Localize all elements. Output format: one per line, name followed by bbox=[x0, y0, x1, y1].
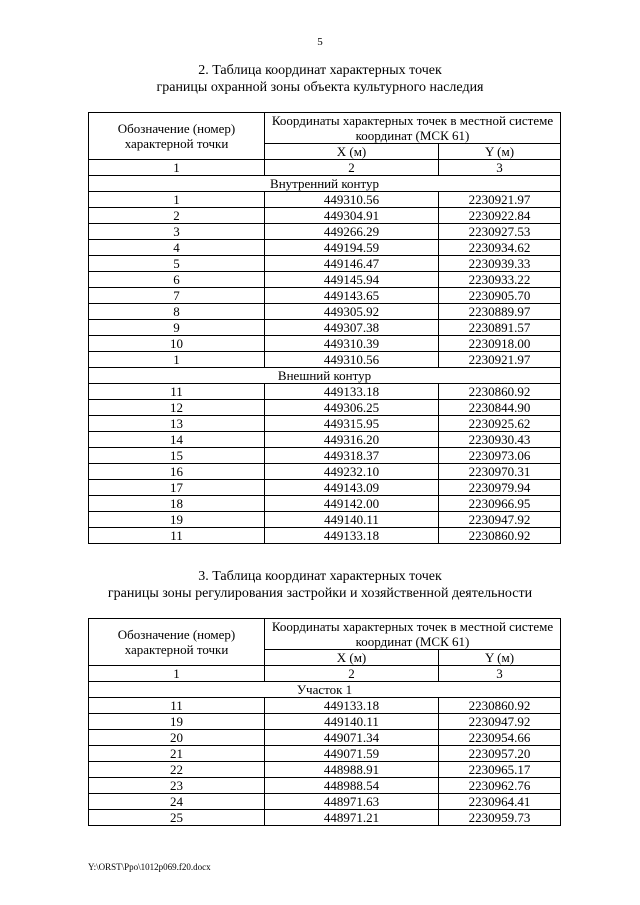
x-coordinate-cell: 449310.56 bbox=[265, 352, 439, 368]
table3-body bbox=[89, 619, 561, 826]
x-coordinate-cell: 449133.18 bbox=[265, 698, 439, 714]
table-row bbox=[89, 320, 561, 336]
y-coordinate-cell: 2230970.31 bbox=[439, 464, 561, 480]
x-coordinate-cell: 449145.94 bbox=[265, 272, 439, 288]
section-title: Внешний контур bbox=[89, 368, 561, 384]
x-coordinate-cell: 449133.18 bbox=[265, 384, 439, 400]
table2-header-x: X (м) bbox=[265, 144, 439, 160]
table2-section-row bbox=[89, 176, 561, 192]
x-coordinate-cell: 448988.54 bbox=[265, 778, 439, 794]
table2-header-y: Y (м) bbox=[439, 144, 561, 160]
x-coordinate-cell: 449310.39 bbox=[265, 336, 439, 352]
table3-header-row bbox=[89, 619, 561, 650]
table2-colnum-1: 1 bbox=[89, 160, 265, 176]
y-coordinate-cell: 2230927.53 bbox=[439, 224, 561, 240]
table3-title-line2: границы зоны регулирования застройки и хозяйственной деятельности bbox=[107, 586, 533, 601]
point-number-cell: 22 bbox=[89, 762, 265, 778]
y-coordinate-cell: 2230933.22 bbox=[439, 272, 561, 288]
table-row bbox=[89, 528, 561, 544]
y-coordinate-cell: 2230891.57 bbox=[439, 320, 561, 336]
table-row bbox=[89, 746, 561, 762]
x-coordinate-cell: 449310.56 bbox=[265, 192, 439, 208]
x-coordinate-cell: 449316.20 bbox=[265, 432, 439, 448]
point-number-cell: 2 bbox=[89, 208, 265, 224]
table-row bbox=[89, 336, 561, 352]
table2-header-row bbox=[89, 113, 561, 144]
x-coordinate-cell: 449304.91 bbox=[265, 208, 439, 224]
point-number-cell: 12 bbox=[89, 400, 265, 416]
x-coordinate-cell: 449266.29 bbox=[265, 224, 439, 240]
point-number-cell: 13 bbox=[89, 416, 265, 432]
table-row bbox=[89, 432, 561, 448]
table-row bbox=[89, 256, 561, 272]
point-number-cell: 4 bbox=[89, 240, 265, 256]
table-row bbox=[89, 810, 561, 826]
table3-header-point: Обозначение (номер) характерной точки bbox=[89, 619, 265, 666]
table2-body bbox=[89, 113, 561, 544]
point-number-cell: 11 bbox=[89, 384, 265, 400]
table2-header-coords: Координаты характерных точек в местной системе координат (МСК 61) bbox=[265, 113, 561, 144]
point-number-cell: 19 bbox=[89, 512, 265, 528]
table-row bbox=[89, 714, 561, 730]
table3-title-line1: 3. Таблица координат характерных точек bbox=[198, 569, 442, 584]
y-coordinate-cell: 2230973.06 bbox=[439, 448, 561, 464]
table2-header-point: Обозначение (номер) характерной точки bbox=[89, 113, 265, 160]
y-coordinate-cell: 2230860.92 bbox=[439, 698, 561, 714]
point-number-cell: 19 bbox=[89, 714, 265, 730]
table-row bbox=[89, 698, 561, 714]
table-row bbox=[89, 224, 561, 240]
table3-title bbox=[0, 568, 640, 602]
y-coordinate-cell: 2230930.43 bbox=[439, 432, 561, 448]
x-coordinate-cell: 449307.38 bbox=[265, 320, 439, 336]
point-number-cell: 21 bbox=[89, 746, 265, 762]
section-title: Участок 1 bbox=[89, 682, 561, 698]
point-number-cell: 10 bbox=[89, 336, 265, 352]
table-row bbox=[89, 208, 561, 224]
point-number-cell: 6 bbox=[89, 272, 265, 288]
table-row bbox=[89, 480, 561, 496]
point-number-cell: 16 bbox=[89, 464, 265, 480]
y-coordinate-cell: 2230922.84 bbox=[439, 208, 561, 224]
y-coordinate-cell: 2230860.92 bbox=[439, 384, 561, 400]
point-number-cell: 20 bbox=[89, 730, 265, 746]
x-coordinate-cell: 448971.21 bbox=[265, 810, 439, 826]
y-coordinate-cell: 2230889.97 bbox=[439, 304, 561, 320]
table3-colnum-2: 2 bbox=[265, 666, 439, 682]
y-coordinate-cell: 2230947.92 bbox=[439, 512, 561, 528]
y-coordinate-cell: 2230964.41 bbox=[439, 794, 561, 810]
x-coordinate-cell: 449305.92 bbox=[265, 304, 439, 320]
table-row bbox=[89, 384, 561, 400]
table-row bbox=[89, 448, 561, 464]
file-path-footer: Y:\ORST\Ppo\1012p069.f20.docx bbox=[88, 862, 211, 872]
point-number-cell: 1 bbox=[89, 352, 265, 368]
x-coordinate-cell: 449315.95 bbox=[265, 416, 439, 432]
table2-title-line2: границы охранной зоны объекта культурного наследия bbox=[156, 80, 484, 95]
table-row bbox=[89, 730, 561, 746]
table-row bbox=[89, 240, 561, 256]
x-coordinate-cell: 449306.25 bbox=[265, 400, 439, 416]
y-coordinate-cell: 2230959.73 bbox=[439, 810, 561, 826]
x-coordinate-cell: 449133.18 bbox=[265, 528, 439, 544]
point-number-cell: 23 bbox=[89, 778, 265, 794]
page-number: 5 bbox=[317, 36, 323, 48]
x-coordinate-cell: 449142.00 bbox=[265, 496, 439, 512]
y-coordinate-cell: 2230921.97 bbox=[439, 192, 561, 208]
table-row bbox=[89, 416, 561, 432]
x-coordinate-cell: 449232.10 bbox=[265, 464, 439, 480]
point-number-cell: 8 bbox=[89, 304, 265, 320]
table3-coordinates bbox=[88, 618, 561, 826]
point-number-cell: 1 bbox=[89, 192, 265, 208]
y-coordinate-cell: 2230934.62 bbox=[439, 240, 561, 256]
table-row bbox=[89, 352, 561, 368]
table-row bbox=[89, 512, 561, 528]
x-coordinate-cell: 449318.37 bbox=[265, 448, 439, 464]
table2-column-numbers bbox=[89, 160, 561, 176]
table-row bbox=[89, 778, 561, 794]
point-number-cell: 15 bbox=[89, 448, 265, 464]
table-row bbox=[89, 496, 561, 512]
x-coordinate-cell: 449071.59 bbox=[265, 746, 439, 762]
y-coordinate-cell: 2230954.66 bbox=[439, 730, 561, 746]
table3-header-coords: Координаты характерных точек в местной системе координат (МСК 61) bbox=[265, 619, 561, 650]
section-title: Внутренний контур bbox=[89, 176, 561, 192]
table2-coordinates bbox=[88, 112, 561, 544]
x-coordinate-cell: 448971.63 bbox=[265, 794, 439, 810]
table3-header-x: X (м) bbox=[265, 650, 439, 666]
table-row bbox=[89, 288, 561, 304]
table3-section-row bbox=[89, 682, 561, 698]
table3-colnum-1: 1 bbox=[89, 666, 265, 682]
table2-colnum-3: 3 bbox=[439, 160, 561, 176]
x-coordinate-cell: 449146.47 bbox=[265, 256, 439, 272]
y-coordinate-cell: 2230860.92 bbox=[439, 528, 561, 544]
y-coordinate-cell: 2230939.33 bbox=[439, 256, 561, 272]
table2-title bbox=[0, 62, 640, 96]
x-coordinate-cell: 448988.91 bbox=[265, 762, 439, 778]
table-row bbox=[89, 400, 561, 416]
point-number-cell: 17 bbox=[89, 480, 265, 496]
table-row bbox=[89, 794, 561, 810]
x-coordinate-cell: 449071.34 bbox=[265, 730, 439, 746]
x-coordinate-cell: 449140.11 bbox=[265, 512, 439, 528]
point-number-cell: 9 bbox=[89, 320, 265, 336]
y-coordinate-cell: 2230962.76 bbox=[439, 778, 561, 794]
table2-section-row bbox=[89, 368, 561, 384]
table2-colnum-2: 2 bbox=[265, 160, 439, 176]
y-coordinate-cell: 2230979.94 bbox=[439, 480, 561, 496]
point-number-cell: 3 bbox=[89, 224, 265, 240]
point-number-cell: 25 bbox=[89, 810, 265, 826]
y-coordinate-cell: 2230966.95 bbox=[439, 496, 561, 512]
table-row bbox=[89, 464, 561, 480]
y-coordinate-cell: 2230947.92 bbox=[439, 714, 561, 730]
table-row bbox=[89, 192, 561, 208]
x-coordinate-cell: 449143.09 bbox=[265, 480, 439, 496]
point-number-cell: 7 bbox=[89, 288, 265, 304]
point-number-cell: 11 bbox=[89, 528, 265, 544]
point-number-cell: 24 bbox=[89, 794, 265, 810]
y-coordinate-cell: 2230918.00 bbox=[439, 336, 561, 352]
point-number-cell: 5 bbox=[89, 256, 265, 272]
table-row bbox=[89, 762, 561, 778]
table3-column-numbers bbox=[89, 666, 561, 682]
point-number-cell: 14 bbox=[89, 432, 265, 448]
table3-colnum-3: 3 bbox=[439, 666, 561, 682]
table-row bbox=[89, 272, 561, 288]
table2-title-line1: 2. Таблица координат характерных точек bbox=[198, 63, 442, 78]
table3-header-y: Y (м) bbox=[439, 650, 561, 666]
y-coordinate-cell: 2230965.17 bbox=[439, 762, 561, 778]
y-coordinate-cell: 2230925.62 bbox=[439, 416, 561, 432]
table-row bbox=[89, 304, 561, 320]
point-number-cell: 18 bbox=[89, 496, 265, 512]
y-coordinate-cell: 2230957.20 bbox=[439, 746, 561, 762]
y-coordinate-cell: 2230921.97 bbox=[439, 352, 561, 368]
point-number-cell: 11 bbox=[89, 698, 265, 714]
x-coordinate-cell: 449140.11 bbox=[265, 714, 439, 730]
y-coordinate-cell: 2230905.70 bbox=[439, 288, 561, 304]
y-coordinate-cell: 2230844.90 bbox=[439, 400, 561, 416]
x-coordinate-cell: 449143.65 bbox=[265, 288, 439, 304]
x-coordinate-cell: 449194.59 bbox=[265, 240, 439, 256]
